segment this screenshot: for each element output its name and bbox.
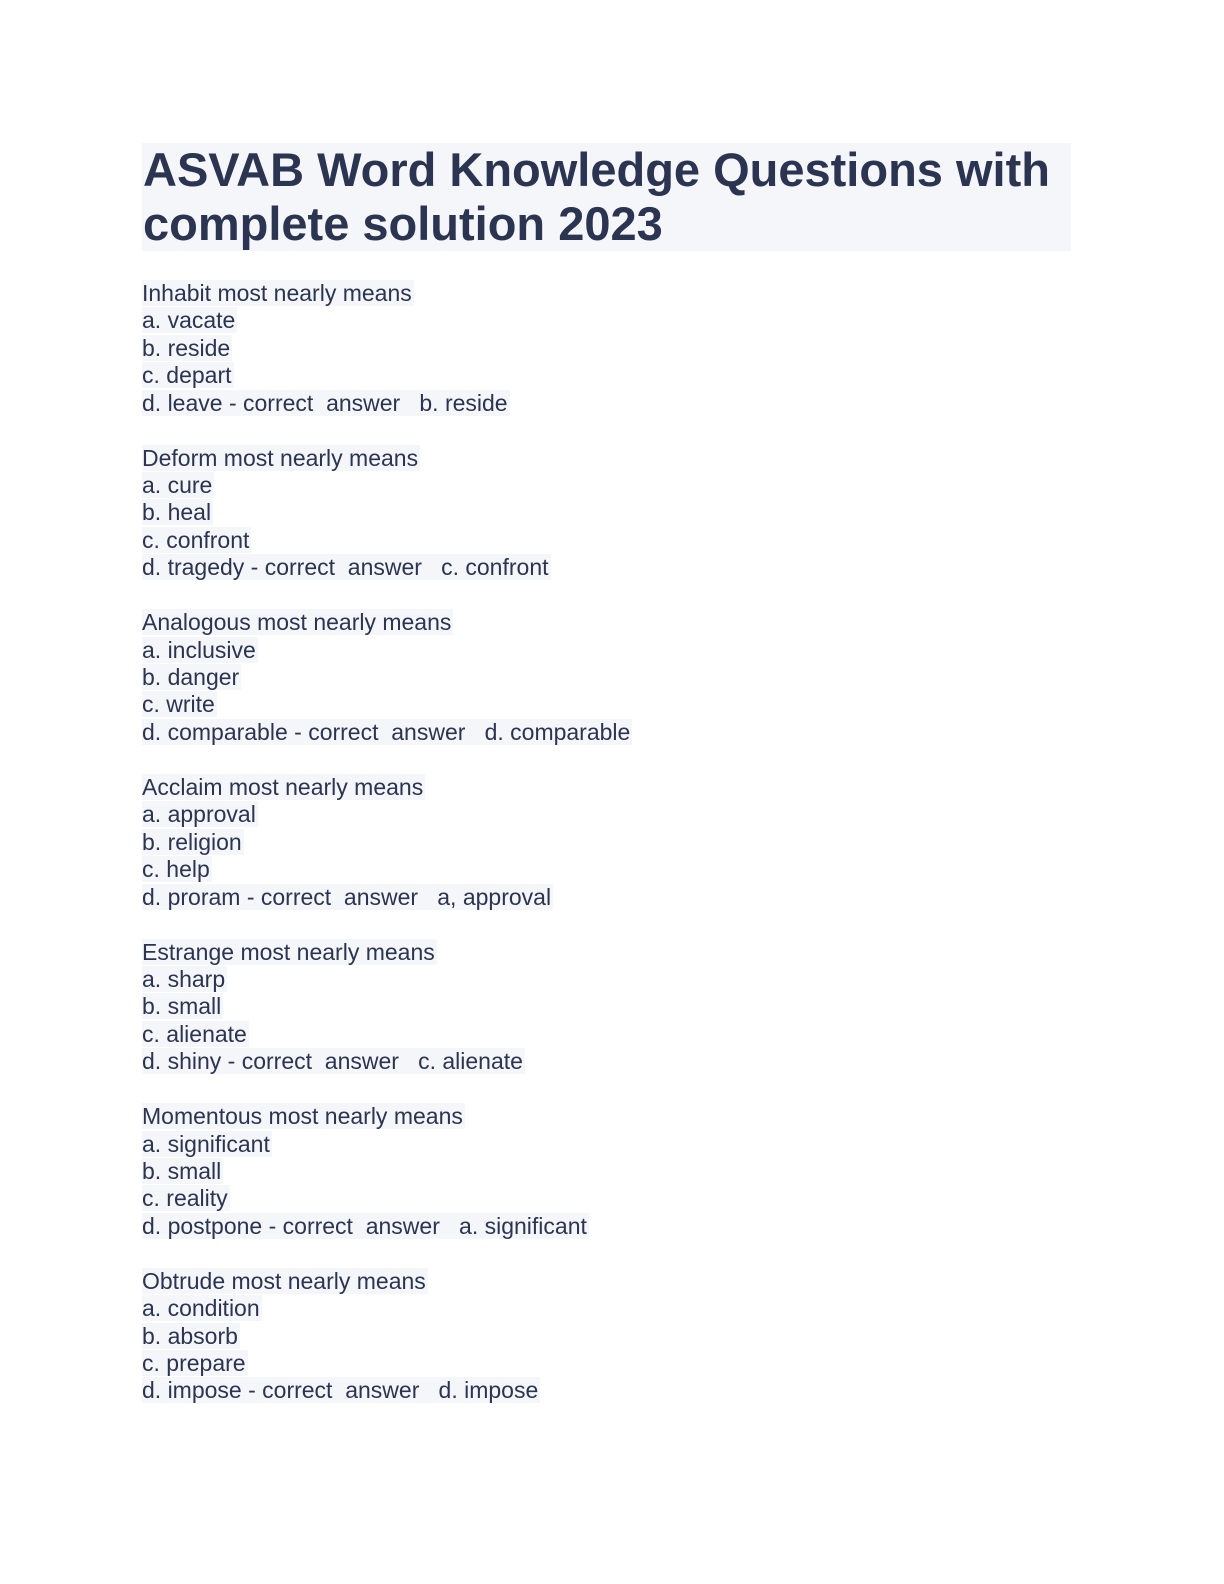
option-a: a. vacate — [142, 307, 236, 334]
option-a: a. significant — [142, 1130, 270, 1157]
question-item — [142, 280, 1074, 417]
question-prompt: Momentous most nearly means — [142, 1103, 463, 1130]
option-c: c. write — [142, 691, 215, 718]
option-d-with-answer: d. impose - correct answer d. impose — [142, 1377, 539, 1404]
question-prompt: Inhabit most nearly means — [142, 280, 412, 306]
question-prompt: Acclaim most nearly means — [142, 773, 424, 800]
option-b: b. small — [142, 993, 222, 1020]
document-page — [142, 143, 1074, 1432]
option-b: b. absorb — [142, 1322, 238, 1349]
option-d-with-answer: d. tragedy - correct answer c. confront — [142, 554, 549, 581]
option-b: b. religion — [142, 828, 242, 855]
option-a: a. sharp — [142, 965, 226, 992]
option-c: c. prepare — [142, 1349, 246, 1376]
option-d-with-answer: d. comparable - correct answer d. comparable — [142, 718, 631, 745]
title-line-2: complete solution 2023 — [143, 197, 663, 250]
question-item — [142, 445, 1074, 582]
option-a: a. cure — [142, 472, 213, 499]
option-a: a. condition — [142, 1295, 260, 1322]
document-title — [142, 143, 1071, 251]
option-c: c. depart — [142, 362, 232, 389]
question-prompt: Deform most nearly means — [142, 444, 419, 471]
title-line-1: ASVAB Word Knowledge Questions with — [143, 143, 1050, 196]
option-d-with-answer: d. postpone - correct answer a. significant — [142, 1212, 587, 1239]
option-d-with-answer: d. proram - correct answer a, approval — [142, 883, 552, 910]
option-c: c. confront — [142, 526, 250, 553]
option-c: c. alienate — [142, 1020, 247, 1047]
option-b: b. heal — [142, 499, 212, 526]
option-b: b. reside — [142, 334, 231, 361]
option-a: a. inclusive — [142, 636, 256, 663]
option-c: c. reality — [142, 1185, 228, 1212]
question-prompt: Analogous most nearly means — [142, 609, 452, 636]
question-item — [142, 609, 1074, 746]
question-list — [142, 280, 1074, 1405]
question-item — [142, 1268, 1074, 1405]
question-item — [142, 774, 1074, 911]
question-prompt: Estrange most nearly means — [142, 938, 435, 965]
option-d-with-answer: d. shiny - correct answer c. alienate — [142, 1048, 523, 1075]
option-d-with-answer: d. leave - correct answer b. reside — [142, 389, 508, 416]
option-c: c. help — [142, 856, 210, 883]
option-b: b. small — [142, 1157, 222, 1184]
question-item — [142, 1103, 1074, 1240]
question-item — [142, 939, 1074, 1076]
option-b: b. danger — [142, 664, 240, 691]
question-prompt: Obtrude most nearly means — [142, 1267, 426, 1294]
option-a: a. approval — [142, 801, 256, 828]
